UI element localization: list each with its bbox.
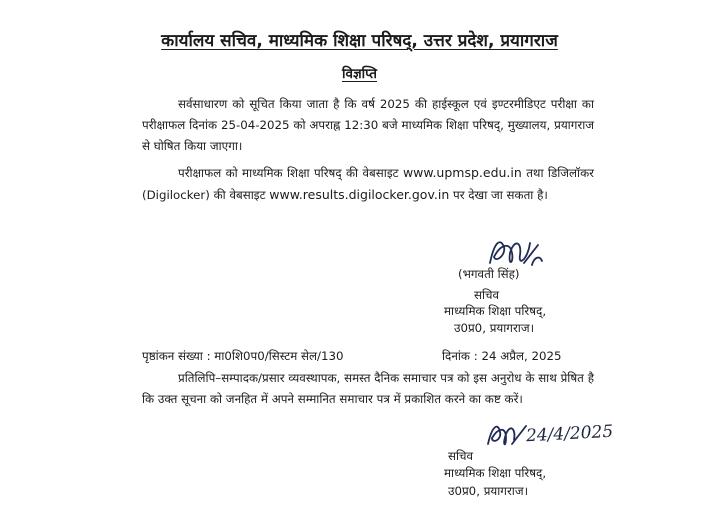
announcement-paragraph: सर्वसाधारण को सूचित किया जाता है कि वर्ष 2025 की हाईस्कूल एवं इण्टरमीडिएट परीक्षा का परीक्षाफल दिनांक 25-04-2025 को अपराह्न 12:30 बजे माध्यमिक शिक्षा परिषद्, मुख्यालय, प्रयागराज से घोषित किया जाएगा।	[142, 97, 594, 153]
signatory-place: उ0प्र0, प्रयागराज।	[454, 321, 535, 335]
reference-date: दिनांक : 24 अप्रैल, 2025	[442, 349, 562, 363]
signatory-designation: सचिव	[474, 288, 500, 302]
handwritten-date: 24/4/2025	[525, 421, 614, 447]
upmsp-website-link[interactable]: www.upmsp.edu.in	[402, 165, 522, 180]
digilocker-website-link[interactable]: www.results.digilocker.gov.in	[269, 187, 450, 202]
website-text-middle: तथा डिजिलॉकर (Digilocker) की वेबसाइट	[142, 166, 594, 202]
office-heading: कार्यालय सचिव, माध्यमिक शिक्षा परिषद्, उत्तर प्रदेश, प्रयागराज	[161, 31, 558, 51]
signatory-name: (भगवती सिंह)	[458, 267, 520, 281]
website-paragraph	[142, 162, 594, 206]
copy-forward-paragraph: प्रतिलिपि–सम्पादक/प्रसार व्यवस्थापक, समस्त दैनिक समाचार पत्र को इस अनुरोध के साथ प्रेषित है कि उक्त सूचना को जनहित में अपने सम्मानित समाचार पत्र में प्रकाशित करने का कष्ट करें।	[142, 371, 594, 406]
signatory-organisation: माध्यमिक शिक्षा परिषद्,	[444, 304, 547, 318]
reference-number: पृष्ठांकन संख्या : मा0शि0प0/सिस्टम सेल/130	[142, 349, 344, 363]
second-signatory-designation: सचिव	[448, 449, 474, 463]
second-signature-icon	[484, 418, 530, 452]
second-signatory-place: उ0प्र0, प्रयागराज।	[448, 484, 529, 498]
website-text-after: पर देखा जा सकता है।	[449, 188, 548, 202]
website-text-before: परीक्षाफल को माध्यमिक शिक्षा परिषद् की वेबसाइट	[178, 166, 403, 180]
notice-subject: विज्ञप्ति	[341, 66, 377, 82]
second-signatory-organisation: माध्यमिक शिक्षा परिषद्,	[444, 466, 547, 480]
